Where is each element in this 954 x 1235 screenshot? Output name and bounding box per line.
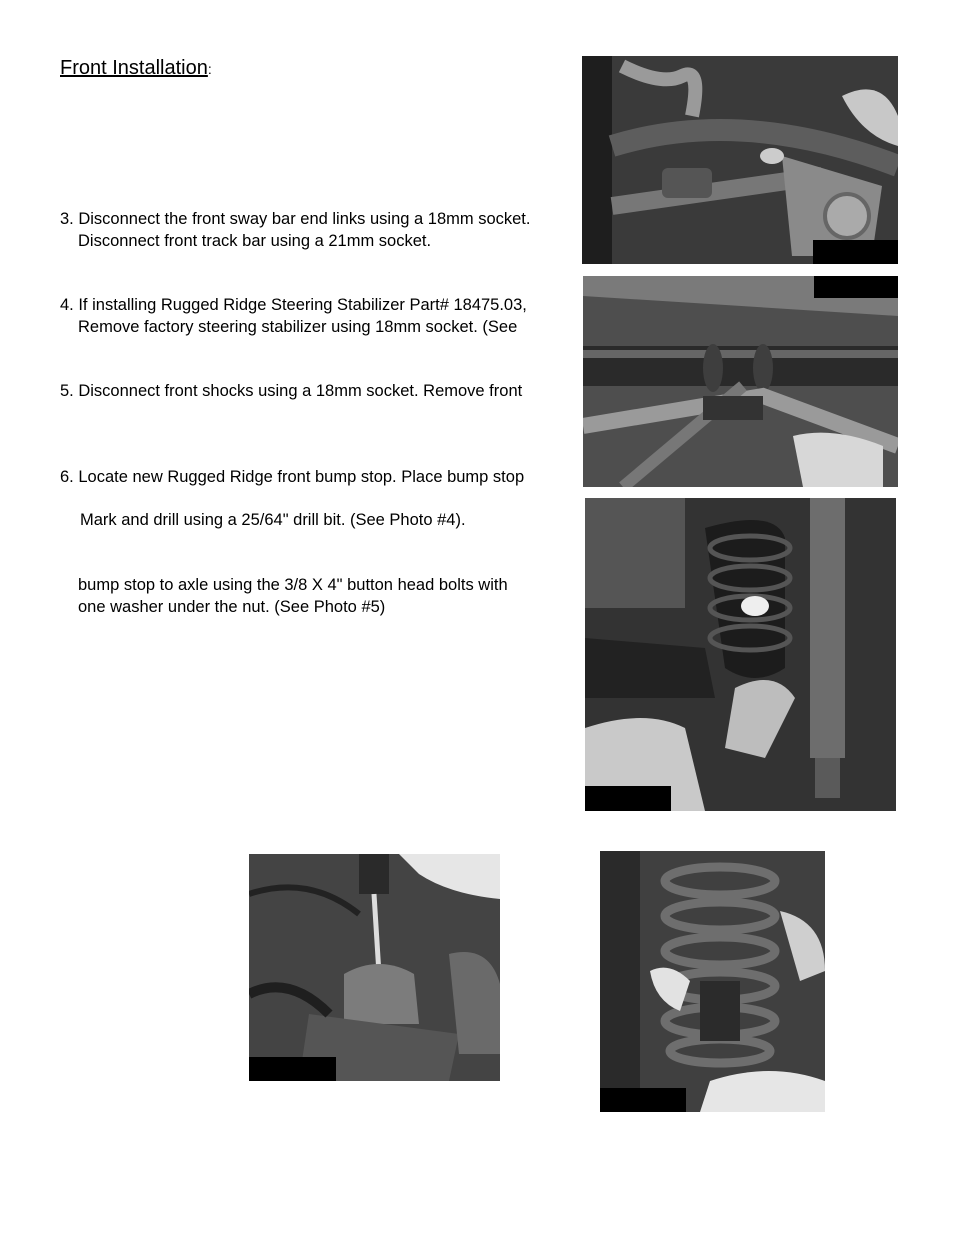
photo-2-steering-stabilizer: [583, 276, 898, 487]
step-4: [60, 294, 527, 338]
step-5: [60, 380, 522, 402]
photo-1-sway-bar: [582, 56, 898, 264]
step-7-line-1: bump stop to axle using the 3/8 X 4" button head bolts with: [78, 576, 508, 594]
photo-2-caption-box: [814, 276, 898, 298]
step-3: [60, 208, 530, 252]
photo-5-caption-box: [600, 1088, 686, 1112]
photo-4-drilling: [249, 854, 500, 1081]
step-5-line-1: 5. Disconnect front shocks using a 18mm socket. Remove front: [60, 382, 523, 400]
step-7: [78, 574, 508, 618]
step-4-line-1: 4. If installing Rugged Ridge Steering Stabilizer Part# 18475.03,: [60, 296, 527, 314]
step-7-line-2: one washer under the nut. (See Photo #5): [78, 598, 386, 616]
step-3-line-1: 3. Disconnect the front sway bar end links using a 18mm socket.: [60, 210, 531, 228]
section-heading: [60, 56, 212, 81]
photo-5-coil-spring: [600, 851, 825, 1112]
step-6-line-1: 6. Locate new Rugged Ridge front bump stop. Place bump stop: [60, 468, 525, 486]
photo-3-caption-box: [585, 786, 671, 811]
step-6: [60, 466, 524, 531]
step-4-line-2: Remove factory steering stabilizer using 18mm socket. (See: [78, 318, 518, 336]
heading-colon: :: [207, 61, 212, 77]
photo-4-caption-box: [249, 1057, 336, 1081]
step-6-line-2: Mark and drill using a 25/64" drill bit. (See Photo #4).: [80, 511, 466, 529]
step-3-line-2: Disconnect front track bar using a 21mm socket.: [78, 232, 432, 250]
heading-title: Front Installation: [60, 57, 208, 79]
photo-3-front-shock: [585, 498, 896, 811]
photo-1-caption-box: [813, 240, 898, 264]
